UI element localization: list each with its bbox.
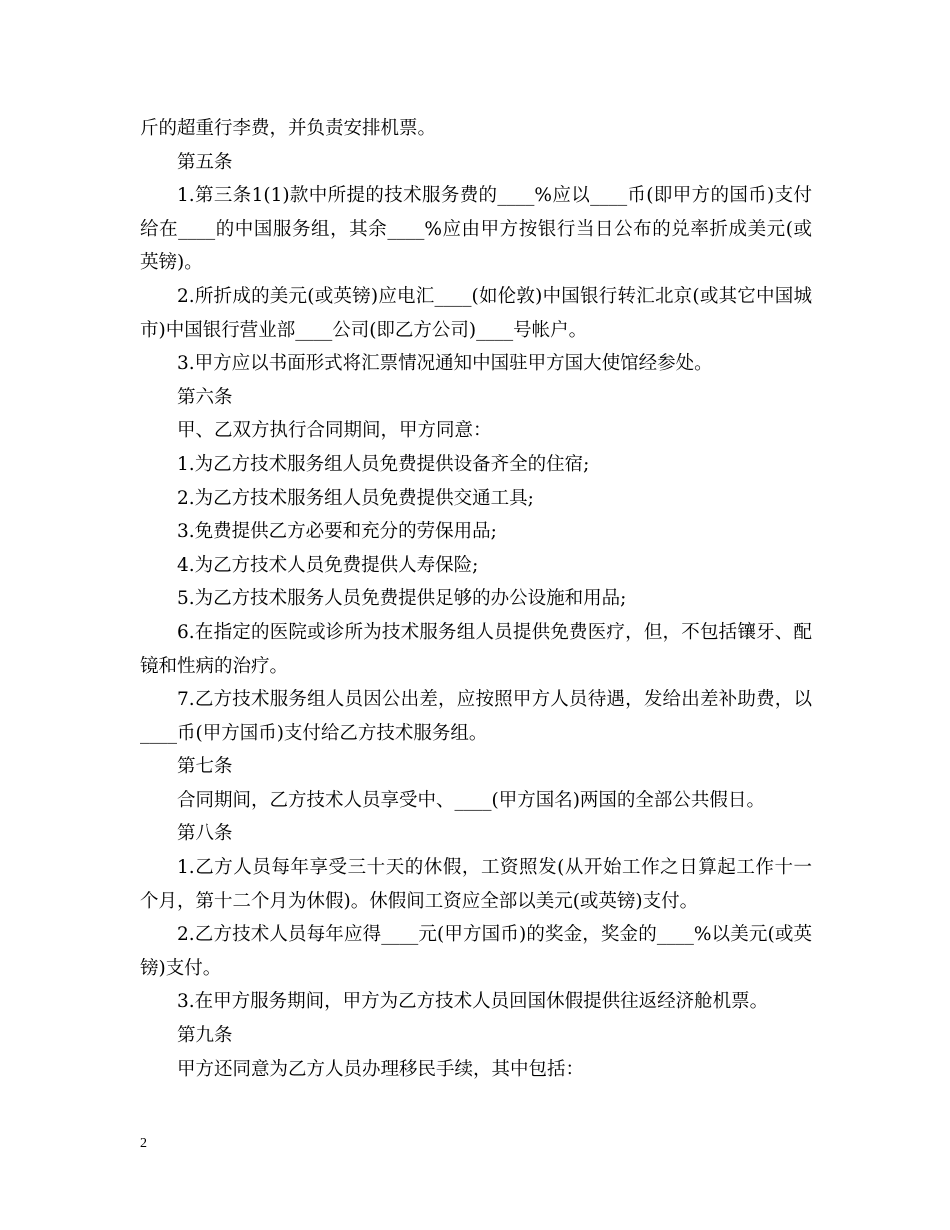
document-body (140, 112, 812, 1086)
article-5-clause-1: 1.第三条1(1)款中所提的技术服务费的____%应以____币(即甲方的国币)支付给在____的中国服务组，其余____%应由甲方按银行当日公布的兑率折成美元(或英镑)。 (140, 185, 812, 274)
article-7-heading: 第七条 (177, 756, 233, 778)
article-6-intro: 甲、乙双方执行合同期间，甲方同意： (177, 420, 492, 442)
article-9-intro: 甲方还同意为乙方人员办理移民手续，其中包括： (177, 1058, 585, 1080)
article-5-heading: 第五条 (177, 151, 233, 173)
article-5-clause-2: 2.所折成的美元(或英镑)应电汇____(如伦敦)中国银行转汇北京(或其它中国城市)中国银行营业部____公司(即乙方公司)____号帐户。 (140, 285, 812, 341)
article-8-clause-1: 1.乙方人员每年享受三十天的休假，工资照发(从开始工作之日算起工作十一个月，第十二个月为休假)。休假间工资应全部以美元(或英镑)支付。 (140, 857, 812, 912)
article-6-item-3: 3.免费提供乙方必要和充分的劳保用品; (177, 521, 497, 543)
article-6-item-1: 1.为乙方技术服务组人员免费提供设备齐全的住宿; (177, 453, 590, 475)
article-5-clause-3: 3.甲方应以书面形式将汇票情况通知中国驻甲方国大使馆经参处。 (177, 353, 713, 375)
paragraph-continuation: 斤的超重行李费，并负责安排机票。 (140, 118, 437, 139)
article-7-text: 合同期间，乙方技术人员享受中、____(甲方国名)两国的全部公共假日。 (177, 789, 765, 811)
article-8-clause-3: 3.在甲方服务期间，甲方为乙方技术人员回国休假提供往返经济舱机票。 (177, 991, 769, 1013)
article-8-clause-2: 2.乙方技术人员每年应得____元(甲方国币)的奖金，奖金的____%以美元(或英镑)支付。 (140, 924, 812, 979)
article-9-heading: 第九条 (177, 1025, 233, 1047)
article-6-heading: 第六条 (177, 386, 233, 408)
article-6-item-4: 4.为乙方技术人员免费提供人寿保险; (177, 554, 479, 576)
article-6-item-5: 5.为乙方技术服务人员免费提供足够的办公设施和用品; (177, 588, 627, 610)
article-6-item-2: 2.为乙方技术服务组人员免费提供交通工具; (177, 487, 534, 509)
article-6-item-6: 6.在指定的医院或诊所为技术服务组人员提供免费医疗，但，不包括镶牙、配镜和性病的治疗。 (140, 621, 812, 677)
page-number: 2 (140, 1136, 147, 1151)
article-6-item-7: 7.乙方技术服务组人员因公出差，应按照甲方人员待遇，发给出差补助费，以____币(甲方国币)支付给乙方技术服务组。 (140, 689, 812, 744)
article-8-heading: 第八条 (177, 823, 233, 845)
